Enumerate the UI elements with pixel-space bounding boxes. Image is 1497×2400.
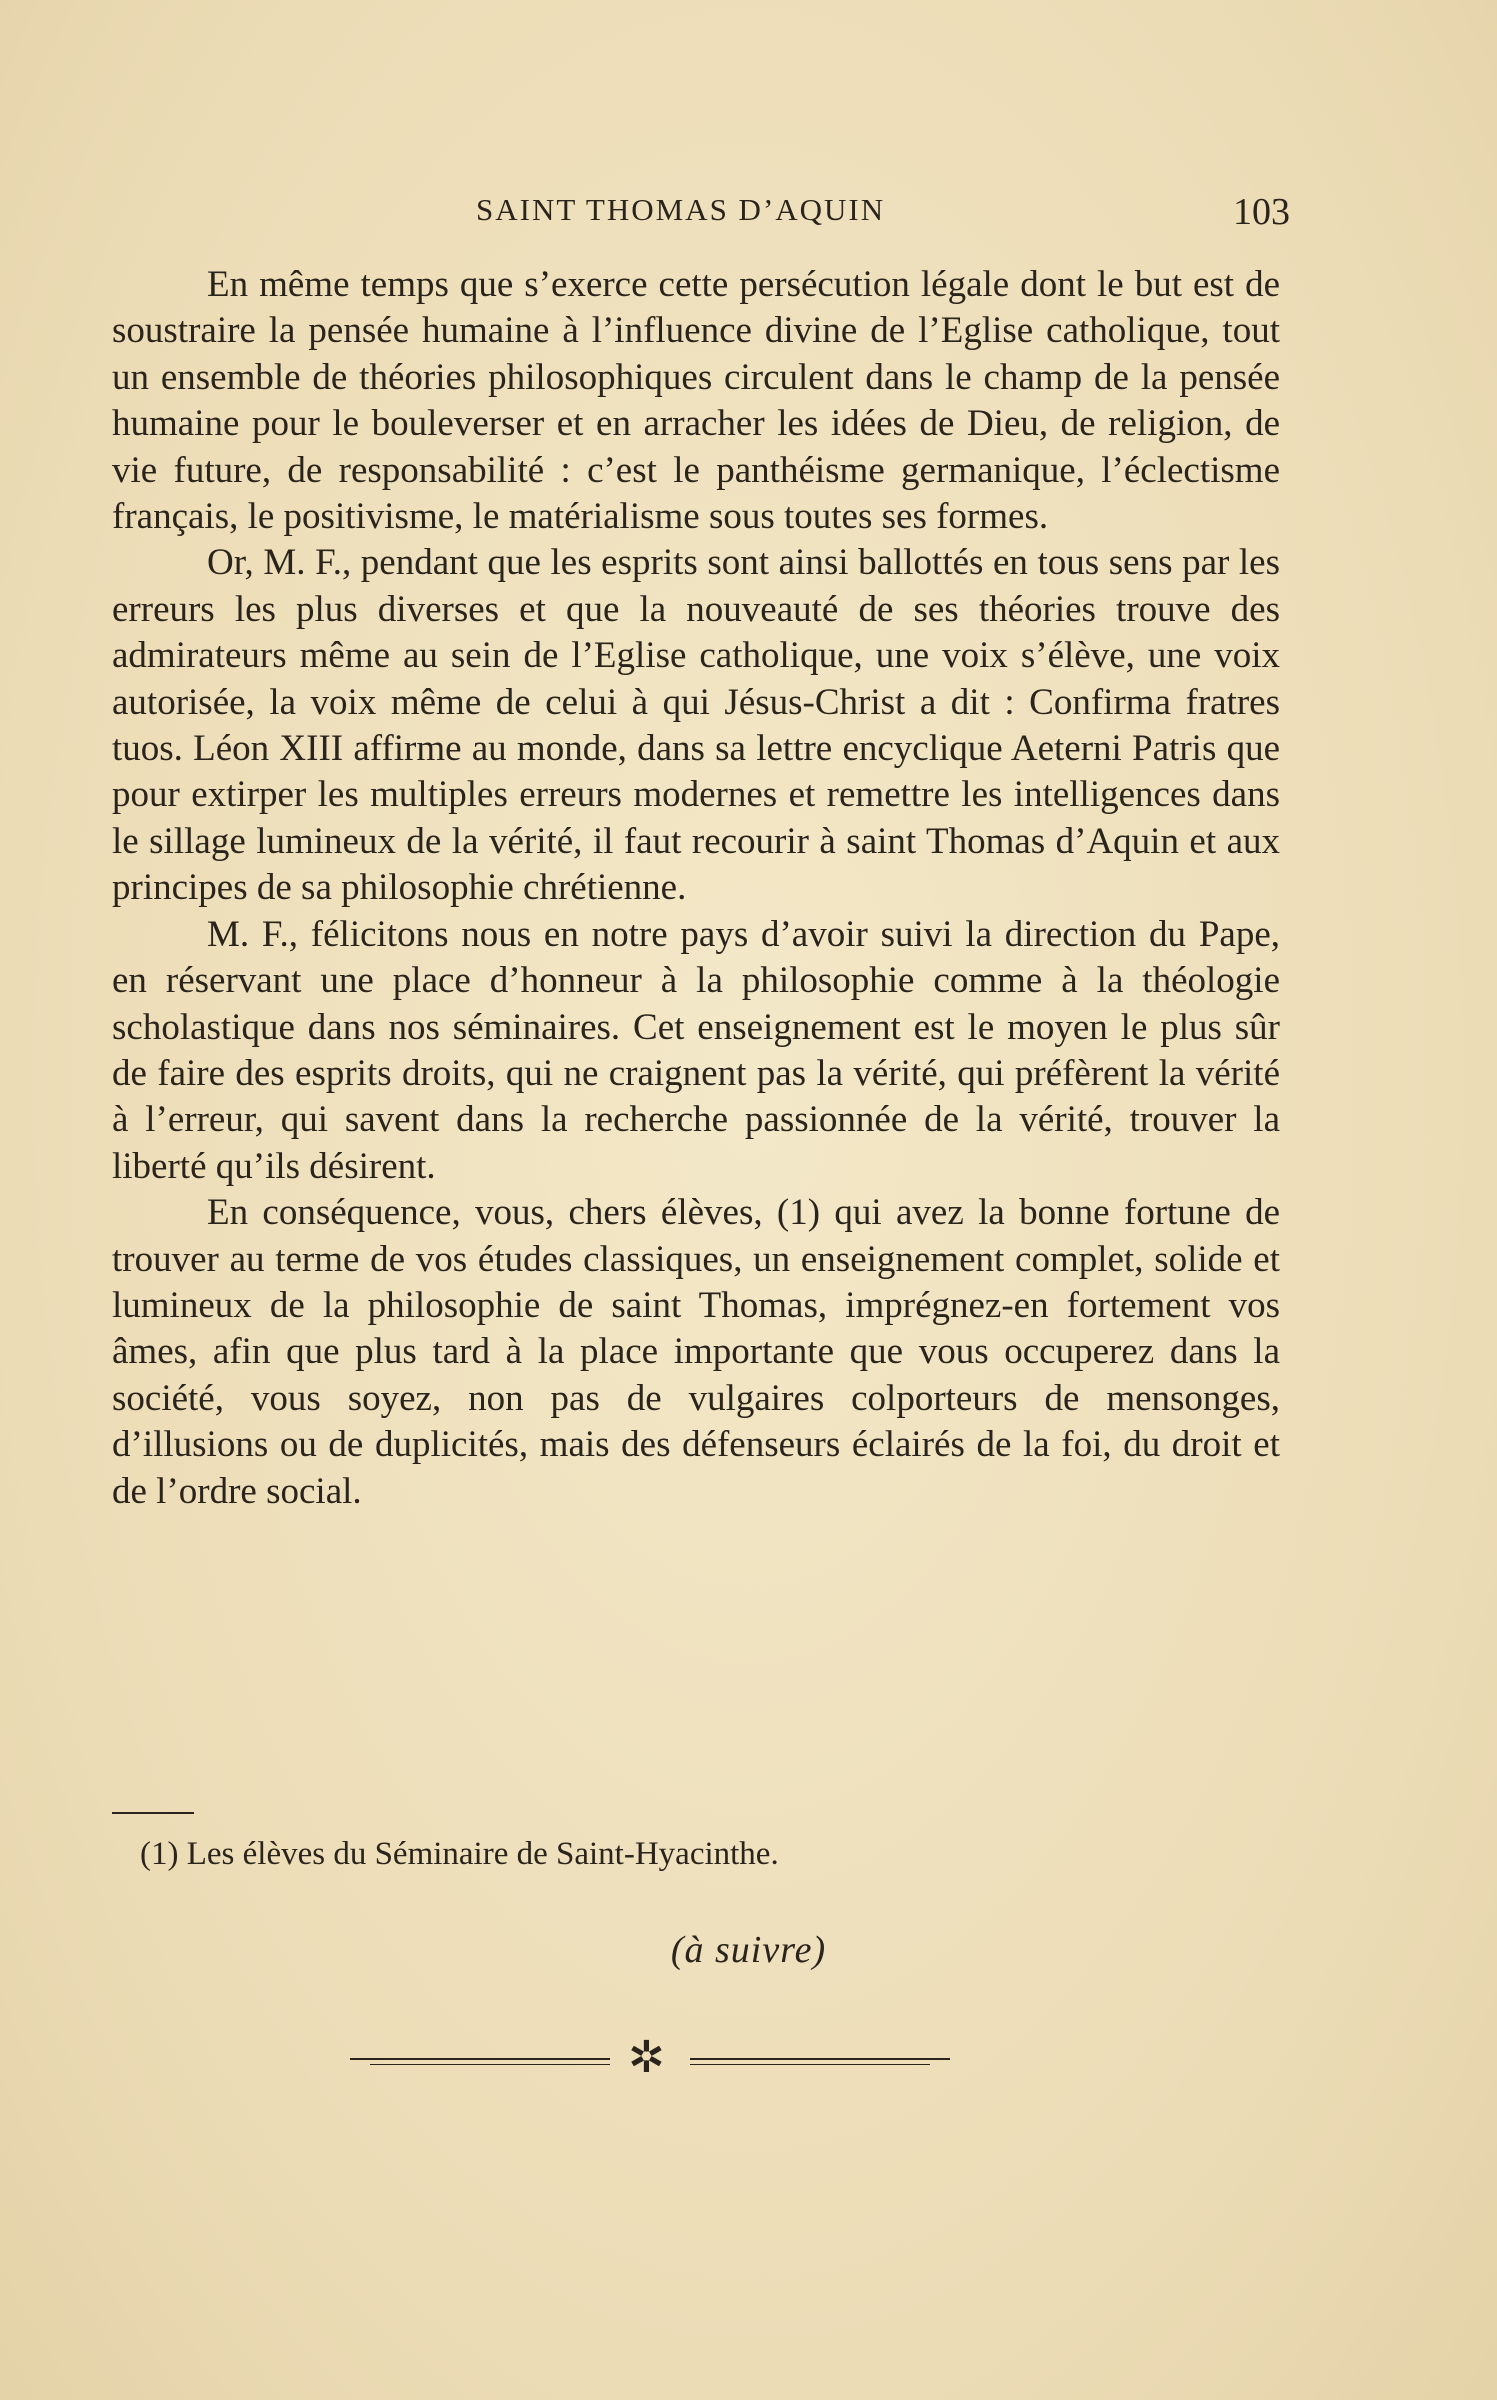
body-text: [112, 262, 1280, 1515]
asterism-ornament-icon: ✲: [628, 2033, 665, 2082]
paragraph-1: En même temps que s’exerce cette persécution légale dont le but est de soustraire la pensée humaine à l’influence divine de l’Eglise catholique, tout un ensemble de théories philosophiques circulent dans le champ de la pensée humaine pour le bouleverser et en arracher les idées de Dieu, de religion, de vie future, de responsabilité : c’est le panthéisme germanique, l’éclectisme français, le positivisme, le matérialisme sous toutes ses formes.: [112, 264, 1280, 538]
paragraph-2: Or, M. F., pendant que les esprits sont ainsi ballottés en tous sens par les erreurs les plus diverses et que la nouveauté de ses théories trouve des admirateurs même au sein de l’Eglise catholique, une voix s’élève, une voix autorisée, la voix même de celui à qui Jésus-Christ a dit : Confirma fratres tuos. Léon XIII affirme au monde, dans sa lettre encyclique Aeterni Patris que pour extirper les multiples erreurs modernes et remettre les intelligences dans le sillage lumineux de la vérité, il faut recourir à saint Thomas d’Aquin et aux principes de sa philosophie chrétienne.: [112, 542, 1280, 909]
section-ornament: [350, 2033, 950, 2082]
footnote: (1) Les élèves du Séminaire de Saint-Hyacinthe.: [140, 1836, 779, 1872]
paragraph-3: M. F., félicitons nous en notre pays d’avoir suivi la direction du Pape, en réservant une place d’honneur à la philosophie comme à la théologie scholastique dans nos séminaires. Cet enseignement est le moyen le plus sûr de faire des esprits droits, qui ne craignent pas la vérité, qui préfèrent la vérité à l’erreur, qui savent dans la recherche passionnée de la vérité, trouver la liberté qu’ils désirent.: [112, 913, 1280, 1187]
paragraph-4: En conséquence, vous, chers élèves, (1) qui avez la bonne fortune de trouver au terme de vos études classiques, un enseignement complet, solide et lumineux de la philosophie de saint Thomas, imprégnez-en fortement vos âmes, afin que plus tard à la place importante que vous occuperez dans la société, vous soyez, non pas de vulgaires colporteurs de mensonges, d’illusions ou de duplicités, mais des défenseurs éclairés de la foi, du droit et de l’ordre social.: [112, 1192, 1280, 1512]
continued-label: (à suivre): [670, 1929, 827, 1971]
page-number: 103: [1233, 191, 1290, 233]
page-header: [110, 182, 1290, 242]
footnote-divider: [112, 1812, 194, 1814]
ornament-rule-right-thin: [690, 2064, 930, 2065]
ornament-rule-left-thin: [370, 2064, 610, 2065]
ornament-rule-left: [350, 2058, 610, 2060]
running-title: SAINT THOMAS D’AQUIN: [476, 192, 886, 227]
ornament-rule-right: [690, 2058, 950, 2060]
